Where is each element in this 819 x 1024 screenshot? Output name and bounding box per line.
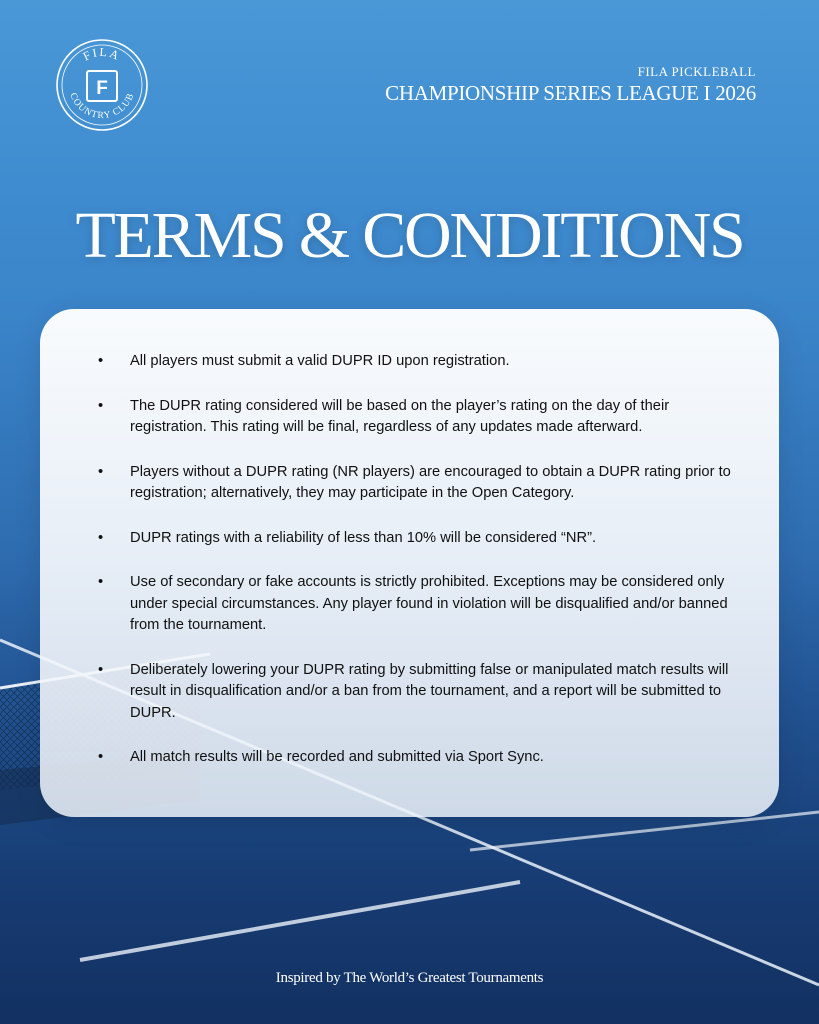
list-item <box>98 660 738 725</box>
bullet-icon: • <box>98 749 104 765</box>
bullet-icon: • <box>98 574 104 590</box>
logo-monogram: F <box>96 78 108 99</box>
page-title: TERMS & CONDITIONS <box>75 199 744 272</box>
series-name: CHAMPIONSHIP SERIES LEAGUE I 2026 <box>385 81 756 105</box>
term-text: Players without a DUPR rating (NR players) are encouraged to obtain a DUPR rating prior to registration; alternatively, they may participate in the Open Category. <box>130 463 731 501</box>
bullet-icon: • <box>98 353 104 369</box>
term-text: Use of secondary or fake accounts is strictly prohibited. Exceptions may be considered only under special circumstances. Any player found in violation will be disqualified and/or banned from the tournament. <box>130 574 728 633</box>
logo-bottom-text: COUNTRY CLUB <box>67 91 137 122</box>
list-item <box>98 747 738 769</box>
list-item <box>98 351 738 373</box>
terms-panel <box>40 309 779 817</box>
term-text: DUPR ratings with a reliability of less than 10% will be considered “NR”. <box>130 529 597 546</box>
term-text: All match results will be recorded and submitted via Sport Sync. <box>130 749 544 765</box>
list-item <box>98 462 738 505</box>
brand-name: FILA PICKLEBALL <box>637 64 756 79</box>
list-item <box>98 528 738 550</box>
list-item <box>98 396 738 439</box>
bullet-icon: • <box>98 529 104 546</box>
term-text: The DUPR rating considered will be based on the player’s rating on the day of their registration. This rating will be final, regardless of any updates made afterward. <box>130 397 670 435</box>
term-text: Deliberately lowering your DUPR rating by submitting false or manipulated match results will result in disqualification and/or a ban from the tournament, and a report will be submitted to DUPR. <box>130 661 729 721</box>
fila-country-club-logo <box>55 38 149 132</box>
bullet-icon: • <box>98 463 104 480</box>
list-item <box>98 572 738 637</box>
terms-list <box>98 351 738 792</box>
footer-tagline: Inspired by The World’s Greatest Tournaments <box>275 970 544 986</box>
bullet-icon: • <box>98 397 104 414</box>
logo-top-text: FILA <box>80 44 123 64</box>
event-header <box>385 64 756 106</box>
term-text: All players must submit a valid DUPR ID upon registration. <box>130 353 510 369</box>
bullet-icon: • <box>98 661 104 678</box>
